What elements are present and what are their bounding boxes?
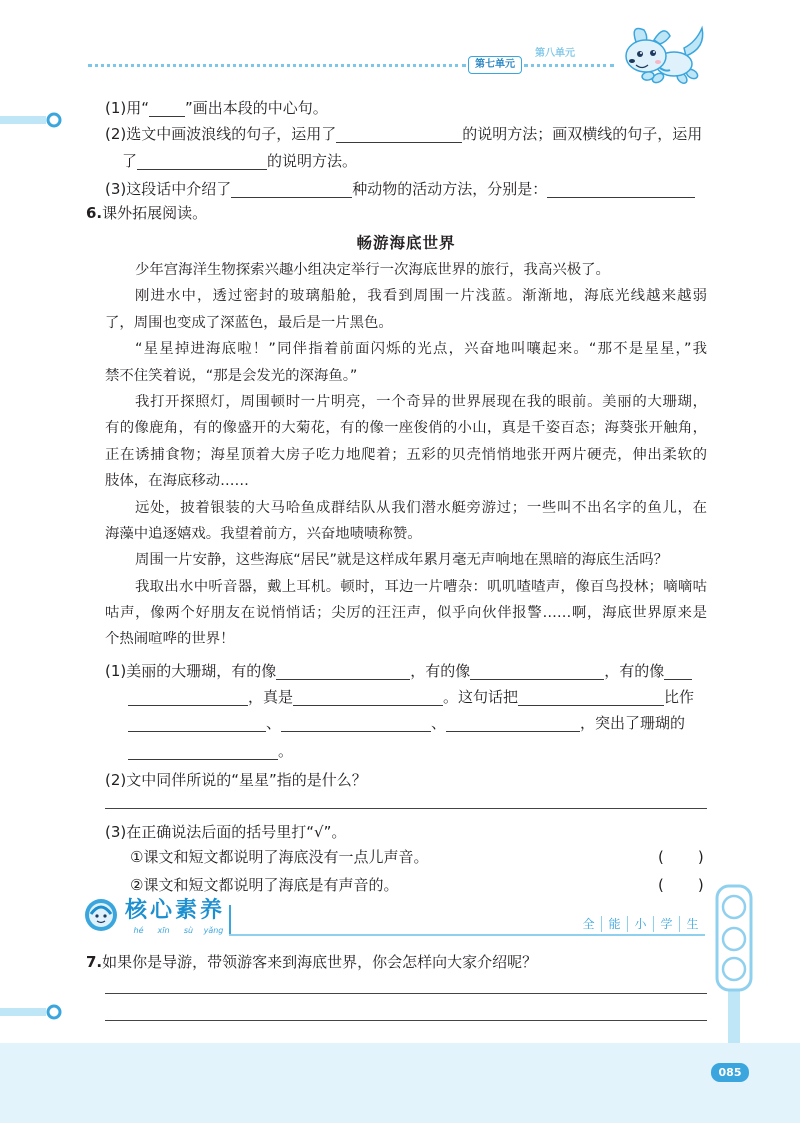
dog-mascot-icon (616, 20, 708, 92)
tagline-char: 能 (602, 916, 628, 932)
question-text: 文中同伴所说的“星星”指的是什么？ (126, 771, 367, 789)
fill-blank (470, 665, 604, 680)
question-text: 在正确说法后面的括号里打“√”。 (126, 823, 347, 841)
question-text: 用“ (126, 99, 150, 117)
fill-blank (149, 102, 185, 117)
exercise-number: 7. (86, 953, 103, 971)
passage-line: 正在诱捕食物；海星顶着大房子吃力地爬着；五彩的贝壳悄悄地张开两片硬壳，伸出柔软的 (105, 446, 707, 463)
fill-blank (128, 717, 266, 732)
answer-bracket (658, 872, 704, 898)
answer-line (105, 993, 707, 994)
question-label: (2) (105, 771, 127, 789)
fill-blank (276, 665, 410, 680)
answer-bracket (658, 844, 704, 870)
bracket-close: ) (697, 848, 704, 866)
ex6-question-1-line-2 (128, 684, 694, 710)
pinyin-syllable: xīn (157, 926, 170, 935)
pinyin-syllable: hé (133, 926, 144, 935)
student-avatar-icon (84, 898, 118, 932)
question-text: 的说明方法。 (267, 152, 358, 170)
ex5-question-1 (105, 95, 328, 121)
pinyin-syllable: yǎng (203, 926, 224, 935)
bracket-open: ( (658, 876, 664, 894)
tagline-char: 小 (628, 916, 654, 932)
question-text: 了 (122, 152, 138, 170)
ex6-heading (86, 200, 207, 226)
passage-line: 远处，披着银装的大马哈鱼成群结队从我们潜水艇旁游过；一些叫不出名字的鱼儿，在 (135, 499, 707, 516)
fill-blank (518, 691, 664, 706)
exercise-number: 6. (86, 204, 103, 222)
passage-line: 咕声，像两个好朋友在说悄悄话；尖厉的汪汪声，似乎向伙伴报警……啊，海底世界原来是 (105, 605, 707, 622)
passage-line: 周围一片安静，这些海底“居民”就是这样成年累月毫无声响地在黑暗的海底生活吗？ (135, 552, 668, 569)
passage-line: 我打开探照灯，周围顿时一片明亮，一个奇异的世界展现在我的眼前。美丽的大珊瑚， (135, 393, 707, 410)
fill-blank (281, 717, 431, 732)
passage-line: 禁不住笑着说，“那是会发光的深海鱼。” (105, 367, 358, 384)
question-text: 种动物的活动方法，分别是： (352, 180, 548, 198)
exercise-instruction: 课外拓展阅读。 (102, 204, 208, 222)
ex6-question-1-line-4 (128, 738, 293, 764)
question-text: 、 (431, 714, 447, 732)
bracket-open: ( (658, 848, 664, 866)
traffic-light-icon (714, 884, 756, 1046)
fill-blank (446, 717, 580, 732)
fill-blank (231, 183, 352, 198)
core-literacy-title: 核心素养 (125, 898, 226, 923)
header-dotted-line (88, 64, 466, 67)
ex6-question-2 (105, 767, 367, 793)
passage-line: 了，周围也变成了深蓝色，最后是一片黑色。 (105, 314, 393, 331)
tagline-char: 生 (686, 917, 699, 931)
question-text: 这段话中介绍了 (126, 180, 232, 198)
ex5-question-3 (105, 176, 695, 202)
fill-blank (293, 691, 443, 706)
banner-tagline (576, 916, 705, 932)
ex6-option-1 (130, 844, 710, 870)
question-text: 、 (266, 714, 282, 732)
passage-line: 个热闹喧哗的世界！ (105, 631, 235, 648)
fill-blank (137, 155, 267, 170)
question-text: 如果你是导游，带领游客来到海底世界，你会怎样向大家介绍呢？ (102, 953, 538, 971)
option-marker: ② (130, 876, 144, 894)
question-text: ”画出本段的中心句。 (185, 99, 328, 117)
question-text: 比作 (664, 688, 695, 706)
question-label: (2) (105, 125, 127, 143)
answer-line (105, 808, 707, 809)
tagline-char: 全 (576, 916, 602, 932)
page-number: 085 (711, 1063, 749, 1082)
question-text: ，真是 (248, 688, 294, 706)
passage-title: 畅游海底世界 (356, 234, 456, 252)
passage-line: 有的像鹿角，有的像盛开的大菊花，有的像一座俊俏的小山，真是千姿百态；海葵张开触角， (105, 420, 707, 437)
ex6-question-1 (105, 658, 692, 684)
banner-bracket (229, 905, 231, 935)
margin-ring-icon (0, 110, 66, 130)
banner-underline (229, 934, 705, 936)
passage-line: 刚进水中，透过密封的玻璃船舱，我看到周围一片浅蓝。渐渐地，海底光线越来越弱 (135, 288, 707, 305)
answer-line (105, 1020, 707, 1021)
option-text: 课文和短文都说明了海底没有一点儿声音。 (143, 848, 429, 866)
fill-blank (128, 691, 248, 706)
ex5-question-2 (105, 121, 702, 147)
question-text: 。 (278, 742, 294, 760)
header-dotted-line (524, 64, 614, 67)
bracket-close: ) (697, 876, 704, 894)
question-label: (3) (105, 823, 127, 841)
question-label: (1) (105, 99, 127, 117)
next-unit-label: 第八单元 (535, 48, 575, 59)
ex6-option-2 (130, 872, 710, 898)
reading-passage (105, 257, 707, 653)
question-text: ，有的像 (410, 662, 471, 680)
fill-blank (664, 665, 692, 680)
ex7-question (86, 949, 537, 975)
passage-line: 我取出水中听音器，戴上耳机。顿时，耳边一片嘈杂：叽叽喳喳声，像百鸟投林；嘀嘀咕 (135, 578, 707, 595)
question-text: ，突出了珊瑚的 (580, 714, 686, 732)
option-text: 课文和短文都说明了海底是有声音的。 (143, 876, 399, 894)
footer-band (0, 1043, 800, 1123)
fill-blank (128, 745, 278, 760)
passage-line: 海藻中追逐嬉戏。我望着前方，兴奋地啧啧称赞。 (105, 525, 422, 542)
question-text: 选文中画波浪线的句子，运用了 (126, 125, 337, 143)
core-literacy-pinyin (126, 926, 226, 936)
option-marker: ① (130, 848, 144, 866)
fill-blank (547, 183, 695, 198)
question-text: 的说明方法；画双横线的句子，运用 (462, 125, 703, 143)
passage-line: 少年宫海洋生物探索兴趣小组决定举行一次海底世界的旅行，我高兴极了。 (135, 262, 610, 278)
question-label: (1) (105, 662, 127, 680)
margin-ring-icon (0, 1002, 66, 1022)
question-text: ，有的像 (604, 662, 665, 680)
question-label: (3) (105, 180, 127, 198)
ex6-question-3 (105, 819, 346, 845)
current-unit-tab: 第七单元 (468, 56, 522, 74)
passage-line: “星星掉进海底啦！”同伴指着前面闪烁的光点，兴奋地叫嚷起来。“那不是星星，”我 (135, 341, 707, 358)
question-text: 。这句话把 (443, 688, 519, 706)
question-text: 美丽的大珊瑚，有的像 (126, 662, 277, 680)
passage-line: 肢体，在海底移动…… (105, 473, 249, 490)
ex5-question-2-continued (122, 148, 357, 174)
tagline-char: 学 (654, 916, 680, 932)
pinyin-syllable: sù (183, 926, 194, 935)
fill-blank (336, 128, 462, 143)
ex6-question-1-line-3 (128, 710, 685, 736)
